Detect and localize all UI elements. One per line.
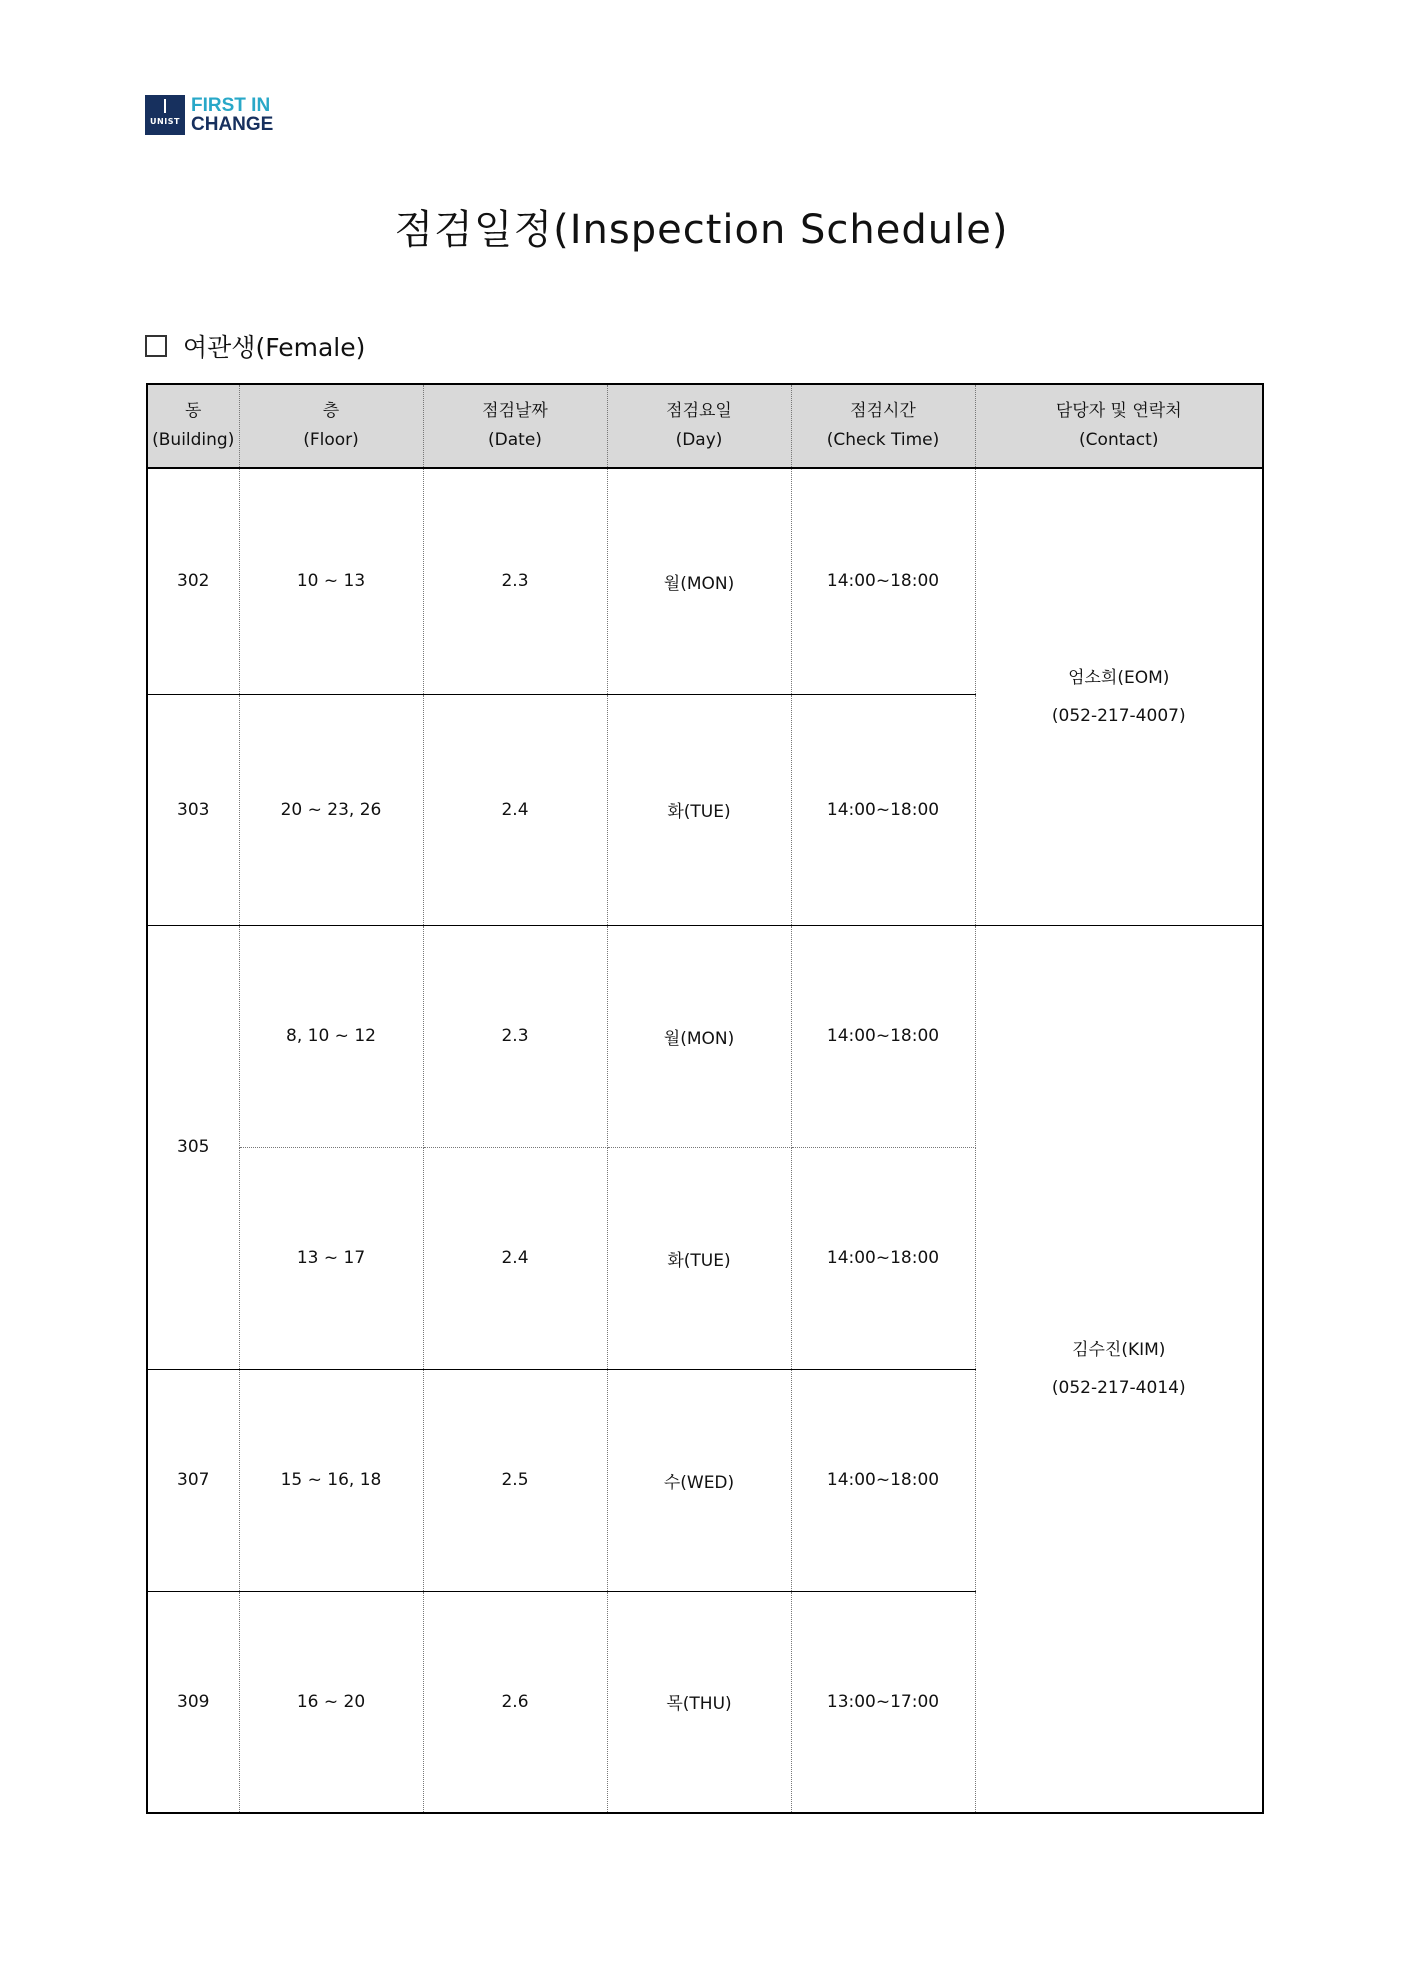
building-cell: 302	[147, 468, 239, 694]
floor-cell: 20 ~ 23, 26	[239, 694, 423, 925]
time-cell: 14:00~18:00	[791, 1147, 975, 1369]
day-cell: 수(WED)	[607, 1369, 791, 1591]
day-cell: 목(THU)	[607, 1591, 791, 1813]
date-cell: 2.6	[423, 1591, 607, 1813]
floor-cell: 13 ~ 17	[239, 1147, 423, 1369]
logo-slogan-line1: FIRST IN	[191, 95, 271, 116]
column-header-en: (Floor)	[303, 430, 359, 450]
column-header-ko: 동	[185, 401, 202, 421]
logo-mark-text: UNIST	[150, 117, 180, 126]
inspection-schedule-table	[146, 383, 1264, 1814]
day-cell: 화(TUE)	[607, 694, 791, 925]
time-cell: 14:00~18:00	[791, 468, 975, 694]
day-cell: 화(TUE)	[607, 1147, 791, 1369]
date-cell: 2.3	[423, 925, 607, 1147]
column-header-ko: 담당자 및 연락처	[1055, 401, 1182, 421]
section-heading	[145, 328, 365, 364]
column-header-ko: 점검날짜	[482, 401, 548, 421]
building-cell: 303	[147, 694, 239, 925]
table-row	[147, 925, 1263, 1147]
section-label: 여관생(Female)	[183, 333, 366, 362]
contact-phone: (052-217-4007)	[1051, 705, 1186, 726]
column-header-en: (Date)	[488, 430, 542, 450]
time-cell: 13:00~17:00	[791, 1591, 975, 1813]
checkbox-icon	[145, 335, 167, 357]
floor-cell: 16 ~ 20	[239, 1591, 423, 1813]
building-cell: 305	[147, 925, 239, 1369]
unist-logo	[145, 95, 273, 135]
time-cell: 14:00~18:00	[791, 925, 975, 1147]
floor-cell: 15 ~ 16, 18	[239, 1369, 423, 1591]
contact-phone: (052-217-4014)	[1051, 1377, 1186, 1398]
column-header-ko: 층	[322, 401, 340, 421]
unist-logo-mark	[145, 95, 185, 135]
table-row	[147, 468, 1263, 694]
contact-name: 엄소희(EOM)	[1068, 667, 1170, 688]
table-header-row	[147, 384, 1263, 468]
floor-cell: 10 ~ 13	[239, 468, 423, 694]
column-header-date	[423, 384, 607, 468]
column-header-time	[791, 384, 975, 468]
contact-cell	[975, 468, 1263, 925]
logo-slogan	[191, 96, 273, 134]
date-cell: 2.4	[423, 694, 607, 925]
page-title: 점검일정(Inspection Schedule)	[394, 207, 1009, 253]
building-cell: 309	[147, 1591, 239, 1813]
column-header-ko: 점검시간	[850, 401, 916, 421]
time-cell: 14:00~18:00	[791, 1369, 975, 1591]
column-header-building	[147, 384, 239, 468]
column-header-floor	[239, 384, 423, 468]
logo-slogan-line2: CHANGE	[191, 114, 274, 135]
column-header-contact	[975, 384, 1263, 468]
column-header-ko: 점검요일	[666, 401, 732, 421]
building-cell: 307	[147, 1369, 239, 1591]
contact-cell	[975, 925, 1263, 1813]
column-header-en: (Building)	[152, 430, 235, 450]
column-header-en: (Check Time)	[826, 430, 940, 450]
date-cell: 2.5	[423, 1369, 607, 1591]
column-header-en: (Contact)	[1079, 430, 1159, 450]
time-cell: 14:00~18:00	[791, 694, 975, 925]
date-cell: 2.3	[423, 468, 607, 694]
column-header-en: (Day)	[675, 430, 723, 450]
column-header-day	[607, 384, 791, 468]
day-cell: 월(MON)	[607, 925, 791, 1147]
date-cell: 2.4	[423, 1147, 607, 1369]
day-cell: 월(MON)	[607, 468, 791, 694]
floor-cell: 8, 10 ~ 12	[239, 925, 423, 1147]
contact-name: 김수진(KIM)	[1072, 1339, 1166, 1360]
